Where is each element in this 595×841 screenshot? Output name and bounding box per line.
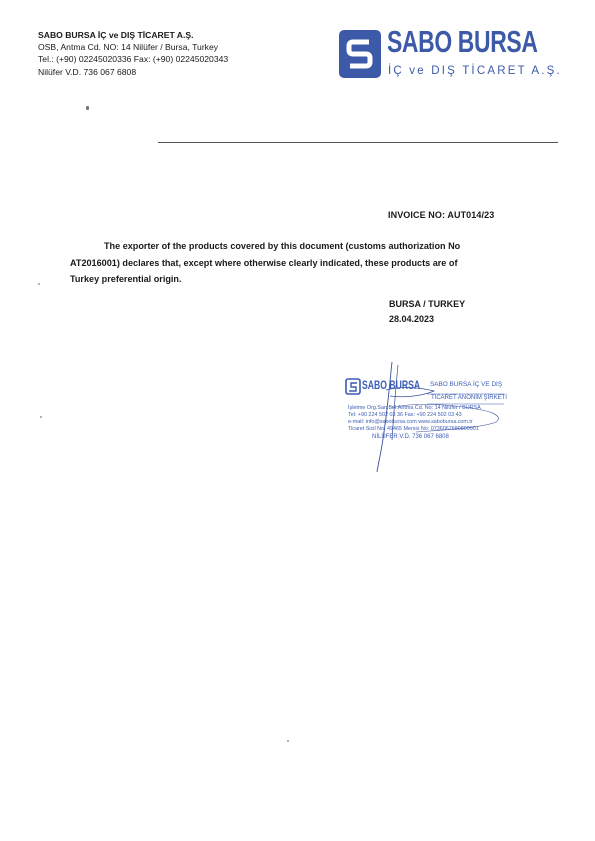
invoice-number: INVOICE NO: AUT014/23 bbox=[388, 210, 495, 220]
place: BURSA / TURKEY bbox=[389, 299, 466, 309]
stamp-brand: SABO BURSA bbox=[362, 378, 421, 392]
company-address: OSB, Antma Cd. NO: 14 Nilüfer / Bursa, Turkey bbox=[38, 42, 219, 53]
company-phone-fax: Tel.: (+90) 02245020336 Fax: (+90) 02245020343 bbox=[38, 54, 229, 65]
stamp-line-3: İşletme Org.San.Böl.Antma Cd. No: 14 Nilüfer / BURSA bbox=[348, 405, 481, 411]
declaration-line-1: The exporter of the products covered by this document (customs authorization No bbox=[104, 241, 461, 251]
stamp-line-7: NİLÜFER V.D. 736 067 6808 bbox=[372, 434, 449, 440]
scan-speck bbox=[86, 106, 89, 110]
stamp-line-6: Ticaret Sicil No: 49465 Mersis No: 0736067680800001 bbox=[348, 426, 479, 432]
header-divider bbox=[158, 142, 558, 143]
company-stamp bbox=[332, 360, 532, 475]
company-header bbox=[38, 29, 228, 78]
origin-declaration bbox=[70, 238, 530, 288]
scan-speck bbox=[38, 283, 40, 285]
company-tax-number: Nilüfer V.D. 736 067 6808 bbox=[38, 66, 137, 77]
company-name: SABO BURSA İÇ ve DIŞ TİCARET A.Ş. bbox=[38, 30, 194, 40]
stamp-company-line-2: TİCARET ANONİM ŞİRKETİ bbox=[431, 395, 507, 401]
company-logo bbox=[338, 24, 562, 83]
date: 28.04.2023 bbox=[389, 314, 435, 324]
logo-mark-icon bbox=[338, 29, 382, 79]
scan-speck bbox=[287, 740, 289, 742]
scan-speck bbox=[40, 416, 42, 418]
stamp-company-line-1: SABO BURSA İÇ VE DIŞ bbox=[430, 381, 503, 388]
declaration-line-3: Turkey preferential origin. bbox=[70, 274, 182, 284]
place-and-date bbox=[389, 297, 465, 327]
logo-subtitle: İÇ ve DIŞ TİCARET A.Ş. bbox=[388, 65, 562, 77]
declaration-line-2: AT2016001) declares that, except where otherwise clearly indicated, these products are of bbox=[70, 257, 458, 268]
stamp-line-5: e-mail: info@sabobursa.com www.sabobursa.com.tr bbox=[348, 419, 473, 425]
logo-wordmark: SABO BURSA bbox=[387, 24, 538, 59]
stamp-line-4: Tel: +90 224 502 03 36 Fax: +90 224 502 03 43 bbox=[348, 412, 462, 418]
